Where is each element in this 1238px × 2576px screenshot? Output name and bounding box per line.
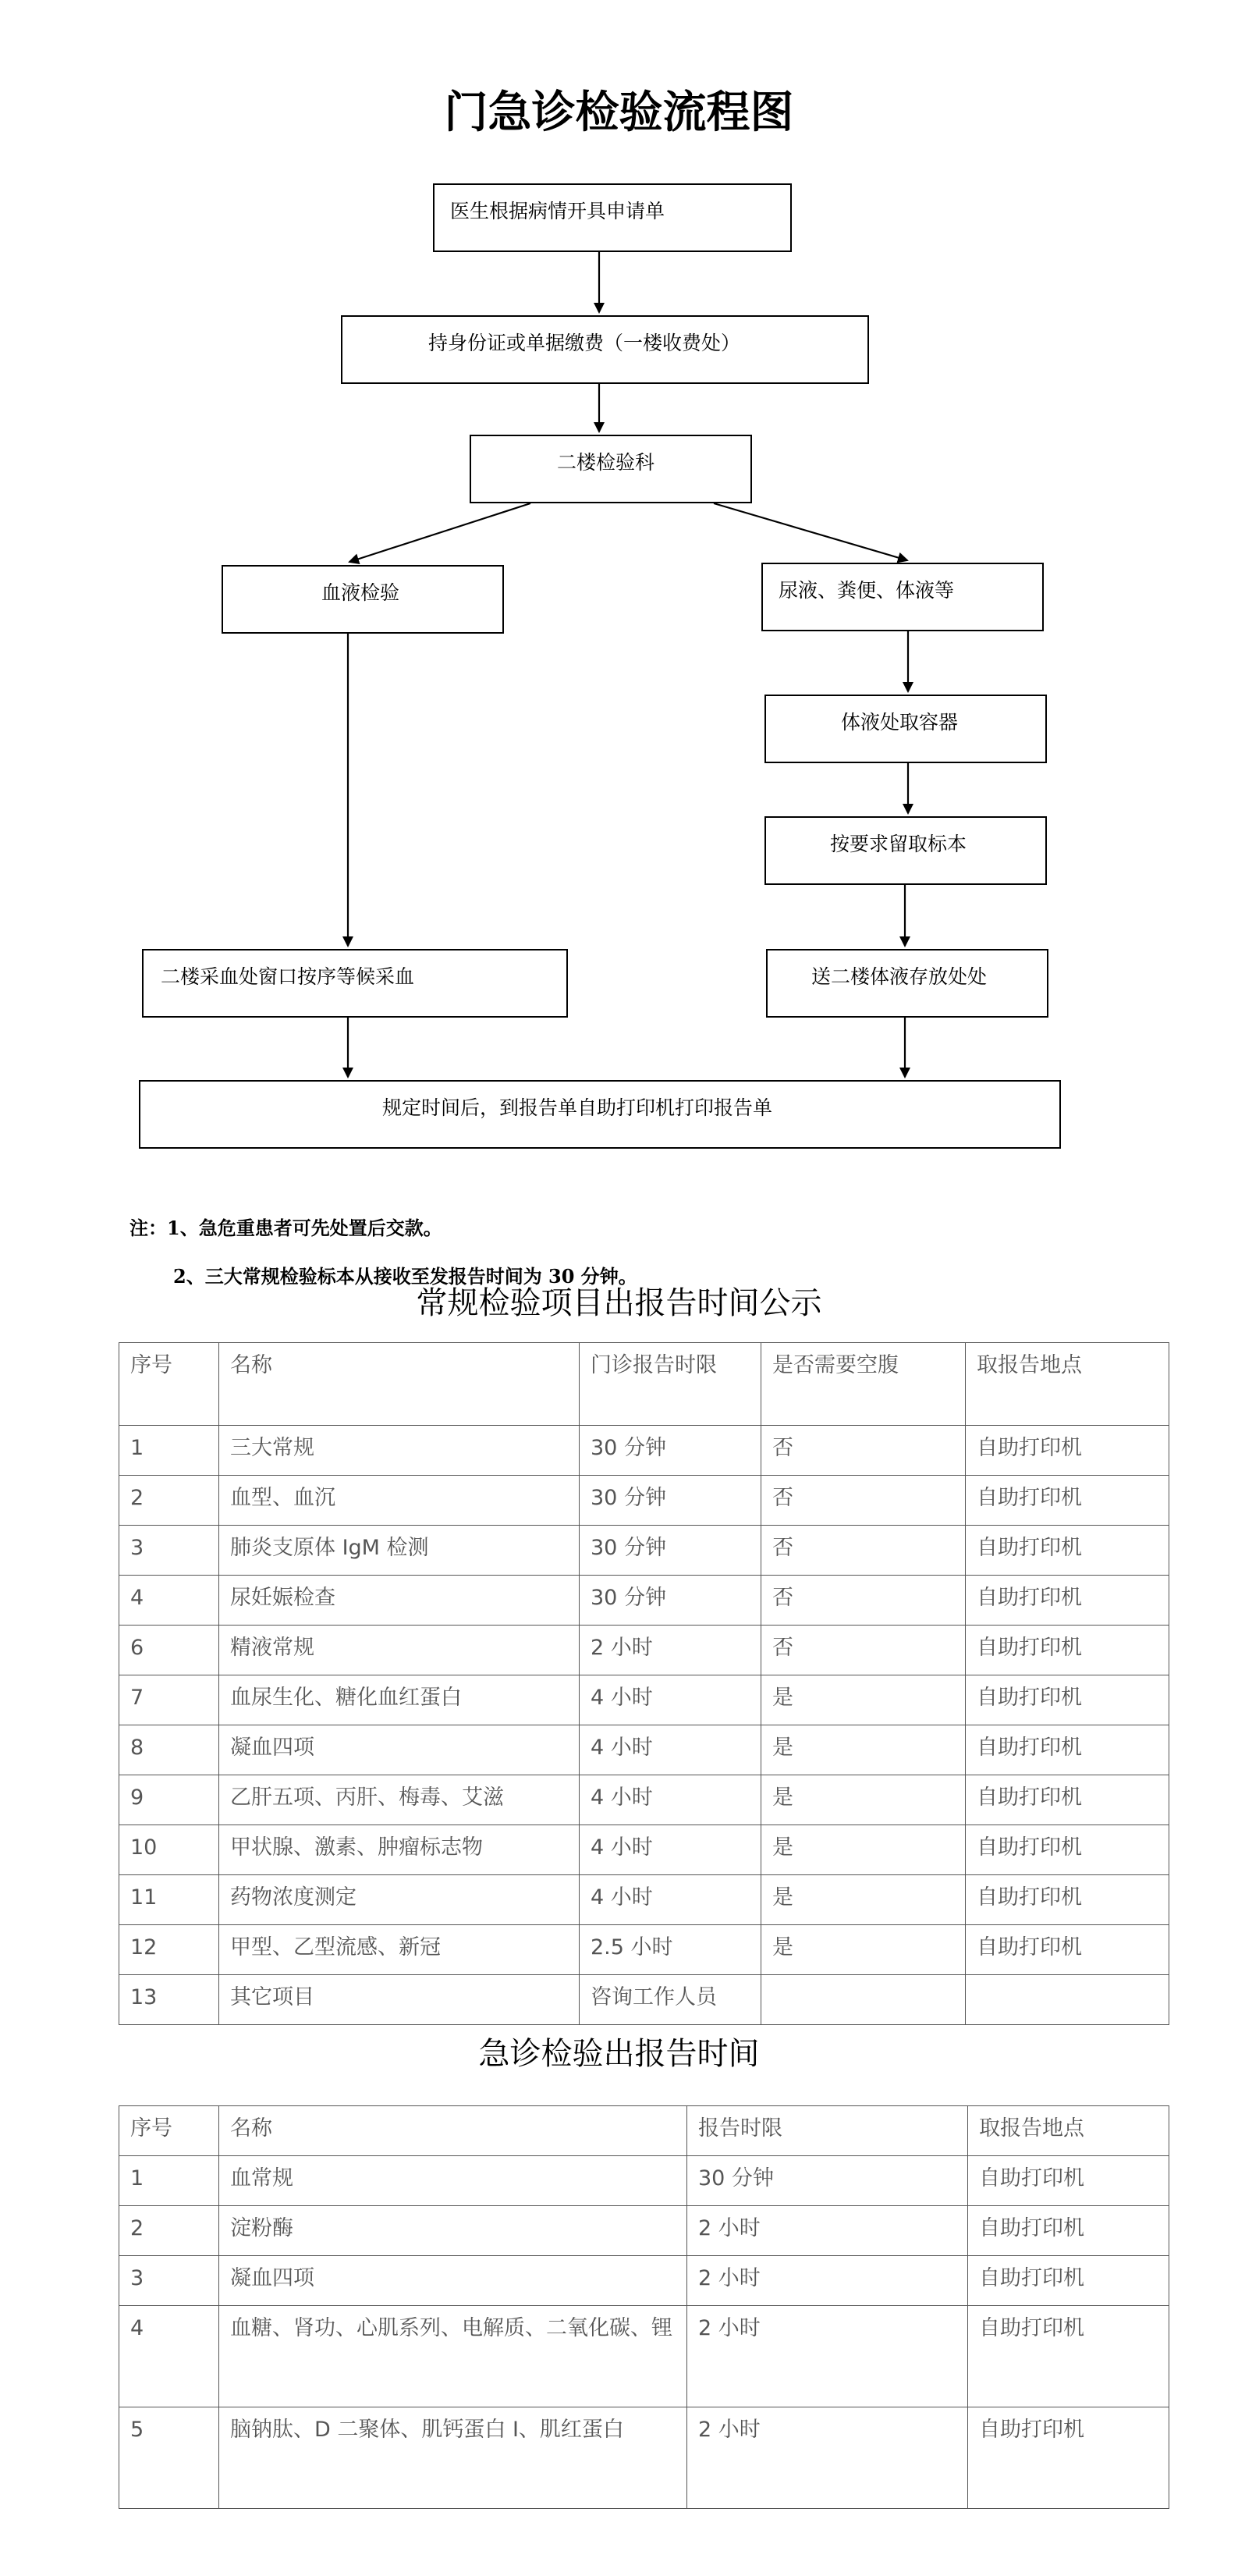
emergency-cell-time: 2 小时 <box>687 2256 968 2306</box>
routine-table-row <box>119 1576 1169 1626</box>
routine-cell-time: 30 分钟 <box>580 1526 761 1576</box>
flow-step-blood-draw-label: 二楼采血处窗口按序等候采血 <box>161 965 415 988</box>
flow-branch-fluids-label: 尿液、粪便、体液等 <box>779 579 955 602</box>
routine-table-row <box>119 1426 1169 1476</box>
routine-cell-location: 自助打印机 <box>966 1576 1169 1626</box>
routine-header-location: 取报告地点 <box>966 1343 1169 1426</box>
routine-cell-index: 13 <box>119 1975 219 2025</box>
routine-table-row <box>119 1825 1169 1875</box>
routine-cell-fasting: 是 <box>761 1775 966 1825</box>
emergency-cell-index: 5 <box>119 2407 219 2509</box>
routine-cell-index: 3 <box>119 1526 219 1576</box>
routine-cell-time: 4 小时 <box>580 1675 761 1725</box>
routine-cell-fasting: 是 <box>761 1925 966 1975</box>
flow-step-container-label: 体液处取容器 <box>841 711 959 734</box>
routine-cell-time: 4 小时 <box>580 1725 761 1775</box>
routine-cell-index: 2 <box>119 1476 219 1526</box>
routine-cell-name: 尿妊娠检查 <box>219 1576 580 1626</box>
flow-step-deposit-label: 送二楼体液存放处处 <box>811 965 988 988</box>
emergency-cell-name: 血常规 <box>219 2156 687 2206</box>
emergency-cell-index: 2 <box>119 2206 219 2256</box>
routine-header-index: 序号 <box>119 1343 219 1426</box>
routine-table-title: 常规检验项目出报告时间公示 <box>416 1285 822 1321</box>
routine-cell-location: 自助打印机 <box>966 1526 1169 1576</box>
emergency-cell-name: 脑钠肽、D 二聚体、肌钙蛋白 I、肌红蛋白 <box>219 2407 687 2509</box>
routine-cell-location: 自助打印机 <box>966 1875 1169 1925</box>
emergency-cell-time: 2 小时 <box>687 2407 968 2509</box>
emergency-table-row <box>119 2407 1169 2509</box>
emergency-cell-location: 自助打印机 <box>968 2156 1169 2206</box>
routine-cell-location: 自助打印机 <box>966 1775 1169 1825</box>
emergency-header-index: 序号 <box>119 2106 219 2156</box>
routine-cell-time: 30 分钟 <box>580 1576 761 1626</box>
routine-table-row <box>119 1875 1169 1925</box>
routine-cell-fasting: 否 <box>761 1426 966 1476</box>
routine-table-row <box>119 1526 1169 1576</box>
flow-step-request-label: 医生根据病情开具申请单 <box>450 200 665 222</box>
emergency-cell-location: 自助打印机 <box>968 2407 1169 2509</box>
emergency-header-name: 名称 <box>219 2106 687 2156</box>
routine-table-row <box>119 1925 1169 1975</box>
routine-cell-index: 6 <box>119 1626 219 1675</box>
routine-cell-location: 自助打印机 <box>966 1825 1169 1875</box>
routine-cell-time: 2.5 小时 <box>580 1925 761 1975</box>
note-emergency-payment: 注：1、急危重患者可先处置后交款。 <box>129 1217 442 1239</box>
routine-cell-fasting: 是 <box>761 1725 966 1775</box>
emergency-cell-index: 1 <box>119 2156 219 2206</box>
arrow-lab-to-blood <box>349 503 530 562</box>
emergency-header-time: 报告时限 <box>687 2106 968 2156</box>
routine-cell-time: 30 分钟 <box>580 1476 761 1526</box>
routine-cell-fasting <box>761 1975 966 2025</box>
emergency-table-title: 急诊检验出报告时间 <box>478 2036 760 2072</box>
emergency-tests-table <box>119 2105 1169 2509</box>
emergency-table-row <box>119 2156 1169 2206</box>
routine-header-time: 门诊报告时限 <box>580 1343 761 1426</box>
emergency-cell-name: 淀粉酶 <box>219 2206 687 2256</box>
flow-step-sample-label: 按要求留取标本 <box>830 833 967 855</box>
flow-step-lab-label: 二楼检验科 <box>557 451 655 474</box>
routine-cell-location: 自助打印机 <box>966 1426 1169 1476</box>
routine-table-row <box>119 1725 1169 1775</box>
emergency-cell-time: 30 分钟 <box>687 2156 968 2206</box>
emergency-cell-name: 凝血四项 <box>219 2256 687 2306</box>
routine-header-name: 名称 <box>219 1343 580 1426</box>
emergency-cell-time: 2 小时 <box>687 2306 968 2407</box>
routine-table-row <box>119 1675 1169 1725</box>
routine-cell-fasting: 是 <box>761 1825 966 1875</box>
emergency-table-row <box>119 2206 1169 2256</box>
routine-cell-time: 2 小时 <box>580 1626 761 1675</box>
routine-cell-name: 凝血四项 <box>219 1725 580 1775</box>
routine-cell-name: 血尿生化、糖化血红蛋白 <box>219 1675 580 1725</box>
routine-header-fasting: 是否需要空腹 <box>761 1343 966 1426</box>
routine-cell-name: 甲状腺、激素、肿瘤标志物 <box>219 1825 580 1875</box>
routine-cell-time: 咨询工作人员 <box>580 1975 761 2025</box>
page-title: 门急诊检验流程图 <box>444 87 794 138</box>
emergency-table-header-row <box>119 2106 1169 2156</box>
emergency-table-row <box>119 2306 1169 2407</box>
routine-cell-time: 30 分钟 <box>580 1426 761 1476</box>
emergency-cell-name: 血糖、肾功、心肌系列、电解质、二氧化碳、锂 <box>219 2306 687 2407</box>
routine-cell-fasting: 否 <box>761 1526 966 1576</box>
routine-cell-name: 三大常规 <box>219 1426 580 1476</box>
routine-cell-index: 10 <box>119 1825 219 1875</box>
routine-cell-location: 自助打印机 <box>966 1626 1169 1675</box>
routine-cell-time: 4 小时 <box>580 1825 761 1875</box>
routine-cell-index: 1 <box>119 1426 219 1476</box>
emergency-cell-index: 4 <box>119 2306 219 2407</box>
routine-cell-fasting: 否 <box>761 1476 966 1526</box>
routine-table-row <box>119 1626 1169 1675</box>
emergency-cell-index: 3 <box>119 2256 219 2306</box>
routine-cell-index: 9 <box>119 1775 219 1825</box>
arrow-lab-to-fluids <box>714 503 907 560</box>
routine-tests-table <box>119 1342 1169 2025</box>
routine-cell-name: 甲型、乙型流感、新冠 <box>219 1925 580 1975</box>
routine-cell-index: 8 <box>119 1725 219 1775</box>
routine-cell-name: 药物浓度测定 <box>219 1875 580 1925</box>
routine-cell-location <box>966 1975 1169 2025</box>
routine-cell-location: 自助打印机 <box>966 1725 1169 1775</box>
routine-cell-fasting: 否 <box>761 1576 966 1626</box>
routine-cell-name: 乙肝五项、丙肝、梅毒、艾滋 <box>219 1775 580 1825</box>
routine-cell-index: 11 <box>119 1875 219 1925</box>
routine-cell-time: 4 小时 <box>580 1875 761 1925</box>
flow-branch-blood-label: 血液检验 <box>321 581 400 604</box>
routine-cell-location: 自助打印机 <box>966 1925 1169 1975</box>
routine-cell-name: 肺炎支原体 IgM 检测 <box>219 1526 580 1576</box>
routine-table-row <box>119 1975 1169 2025</box>
routine-cell-location: 自助打印机 <box>966 1675 1169 1725</box>
routine-cell-name: 精液常规 <box>219 1626 580 1675</box>
routine-cell-fasting: 是 <box>761 1875 966 1925</box>
routine-table-row <box>119 1775 1169 1825</box>
routine-cell-name: 血型、血沉 <box>219 1476 580 1526</box>
flow-step-payment-label: 持身份证或单据缴费（一楼收费处） <box>428 332 741 354</box>
note-routine-turnaround: 2、三大常规检验标本从接收至发报告时间为 30 分钟。 <box>173 1265 637 1288</box>
routine-cell-location: 自助打印机 <box>966 1476 1169 1526</box>
emergency-cell-location: 自助打印机 <box>968 2256 1169 2306</box>
routine-cell-index: 12 <box>119 1925 219 1975</box>
flow-arrows <box>0 0 1238 1171</box>
emergency-cell-time: 2 小时 <box>687 2206 968 2256</box>
emergency-table-row <box>119 2256 1169 2306</box>
flow-step-print-report-label: 规定时间后，到报告单自助打印机打印报告单 <box>382 1096 773 1119</box>
routine-cell-fasting: 否 <box>761 1626 966 1675</box>
routine-cell-time: 4 小时 <box>580 1775 761 1825</box>
routine-cell-name: 其它项目 <box>219 1975 580 2025</box>
routine-cell-index: 7 <box>119 1675 219 1725</box>
emergency-cell-location: 自助打印机 <box>968 2306 1169 2407</box>
routine-table-row <box>119 1476 1169 1526</box>
routine-cell-index: 4 <box>119 1576 219 1626</box>
emergency-header-location: 取报告地点 <box>968 2106 1169 2156</box>
routine-table-header-row <box>119 1343 1169 1426</box>
emergency-cell-location: 自助打印机 <box>968 2206 1169 2256</box>
routine-cell-fasting: 是 <box>761 1675 966 1725</box>
